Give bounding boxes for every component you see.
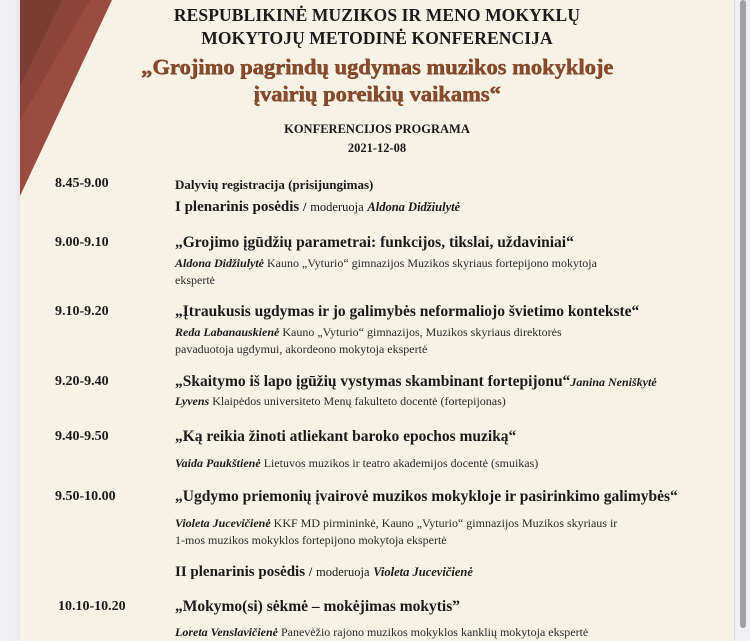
document-page — [20, 0, 734, 641]
talk-description — [175, 255, 597, 289]
speaker-affiliation-cont: ekspertė — [175, 273, 215, 287]
speaker-affiliation: Klaipėdos universiteto Menų fakulteto docentė (fortepijonas) — [212, 394, 506, 408]
schedule-title: Dalyvių registracija (prisijungimas) — [175, 177, 374, 192]
plenary-separator: / — [302, 200, 307, 214]
talk-title: „Įtraukusis ugdymas ir jo galimybės neformaliojo švietimo kontekste“ — [175, 303, 640, 320]
header-line-2: MOKYTOJŲ METODINĖ KONFERENCIJA — [201, 28, 553, 48]
talk-description — [175, 455, 538, 472]
plenary-session-1 — [175, 199, 460, 216]
speaker-name: Reda Labanauskienė — [175, 325, 280, 339]
speaker-affiliation: Kauno „Vyturio“ gimnazijos Muzikos skyriaus fortepijono mokytoja — [267, 256, 597, 270]
schedule-time: 9.10-9.20 — [55, 304, 109, 319]
program-date: 2021-12-08 — [347, 141, 407, 155]
speaker-affiliation: KKF MD pirmininkė, Kauno „Vyturio“ gimnazijos Muzikos skyriaus ir — [273, 516, 618, 530]
talk-description — [175, 515, 617, 549]
conference-title-line-2: įvairių poreikių vaikams“ — [253, 81, 501, 106]
talk-title: „Mokymo(si) sėkmė – mokėjimas mokytis” — [175, 598, 461, 615]
talk-description — [175, 324, 562, 358]
speaker-name: Aldona Didžiulytė — [175, 256, 265, 270]
talk-description — [175, 393, 506, 410]
moderator-label: moderuoja — [310, 200, 364, 214]
speaker-affiliation-cont: pavaduotoja ugdymui, akordeono mokytoja ekspertė — [175, 342, 428, 356]
speaker-affiliation: Panevėžio rajono muzikos mokyklos kanklių mokytoja ekspertė — [280, 625, 589, 639]
vertical-scrollbar[interactable] — [734, 0, 750, 641]
plenary-session-2 — [175, 564, 473, 581]
scrollbar-thumb[interactable] — [740, 0, 746, 628]
schedule-time: 9.40-9.50 — [55, 429, 109, 444]
speaker-affiliation: Kauno „Vyturio“ gimnazijos, Muzikos skyriaus direktorės — [282, 325, 562, 339]
talk-title — [175, 373, 657, 391]
speaker-name-cont: Lyvens — [175, 394, 210, 408]
talk-title: „Ugdymo priemonių įvairovė muzikos mokykloje ir pasirinkimo galimybės“ — [175, 488, 678, 505]
schedule-time: 9.50-10.00 — [55, 489, 116, 504]
speaker-name: Janina Neniškytė — [570, 375, 657, 389]
speaker-name: Violeta Jucevičienė — [175, 516, 271, 530]
schedule-time: 9.20-9.40 — [55, 374, 109, 389]
moderator-name: Violeta Jucevičienė — [373, 565, 473, 579]
plenary-label: I plenarinis posėdis — [175, 199, 300, 215]
talk-description — [175, 624, 588, 641]
schedule-time: 10.10-10.20 — [58, 599, 126, 614]
plenary-label: II plenarinis posėdis — [175, 564, 306, 580]
header-line-1: RESPUBLIKINĖ MUZIKOS IR MENO MOKYKLŲ — [173, 5, 581, 25]
talk-title: „Ką reikia žinoti atliekant baroko epochos muziką“ — [175, 428, 517, 445]
speaker-affiliation-cont: 1-mos muzikos mokyklos fortepijono mokytoja ekspertė — [175, 533, 447, 547]
moderator-label: moderuoja — [316, 565, 370, 579]
plenary-separator: / — [308, 565, 313, 579]
talk-title-text: „Skaitymo iš lapo įgūžių vystymas skambinant fortepijonu“ — [175, 373, 571, 390]
schedule-time: 8.45-9.00 — [55, 176, 109, 191]
schedule-time: 9.00-9.10 — [55, 235, 109, 250]
speaker-name: Vaida Paukštienė — [175, 456, 261, 470]
speaker-affiliation: Lietuvos muzikos ir teatro akademijos docentė (smuikas) — [263, 456, 539, 470]
moderator-name: Aldona Didžiulytė — [367, 200, 461, 214]
talk-title: „Grojimo įgūdžių parametrai: funkcijos, tikslai, uždaviniai“ — [175, 234, 574, 251]
conference-title-line-1: „Grojimo pagrindų ugdymas muzikos mokykloje — [140, 54, 614, 79]
speaker-name: Loreta Venslavičienė — [175, 625, 278, 639]
program-label: KONFERENCIJOS PROGRAMA — [284, 122, 470, 136]
